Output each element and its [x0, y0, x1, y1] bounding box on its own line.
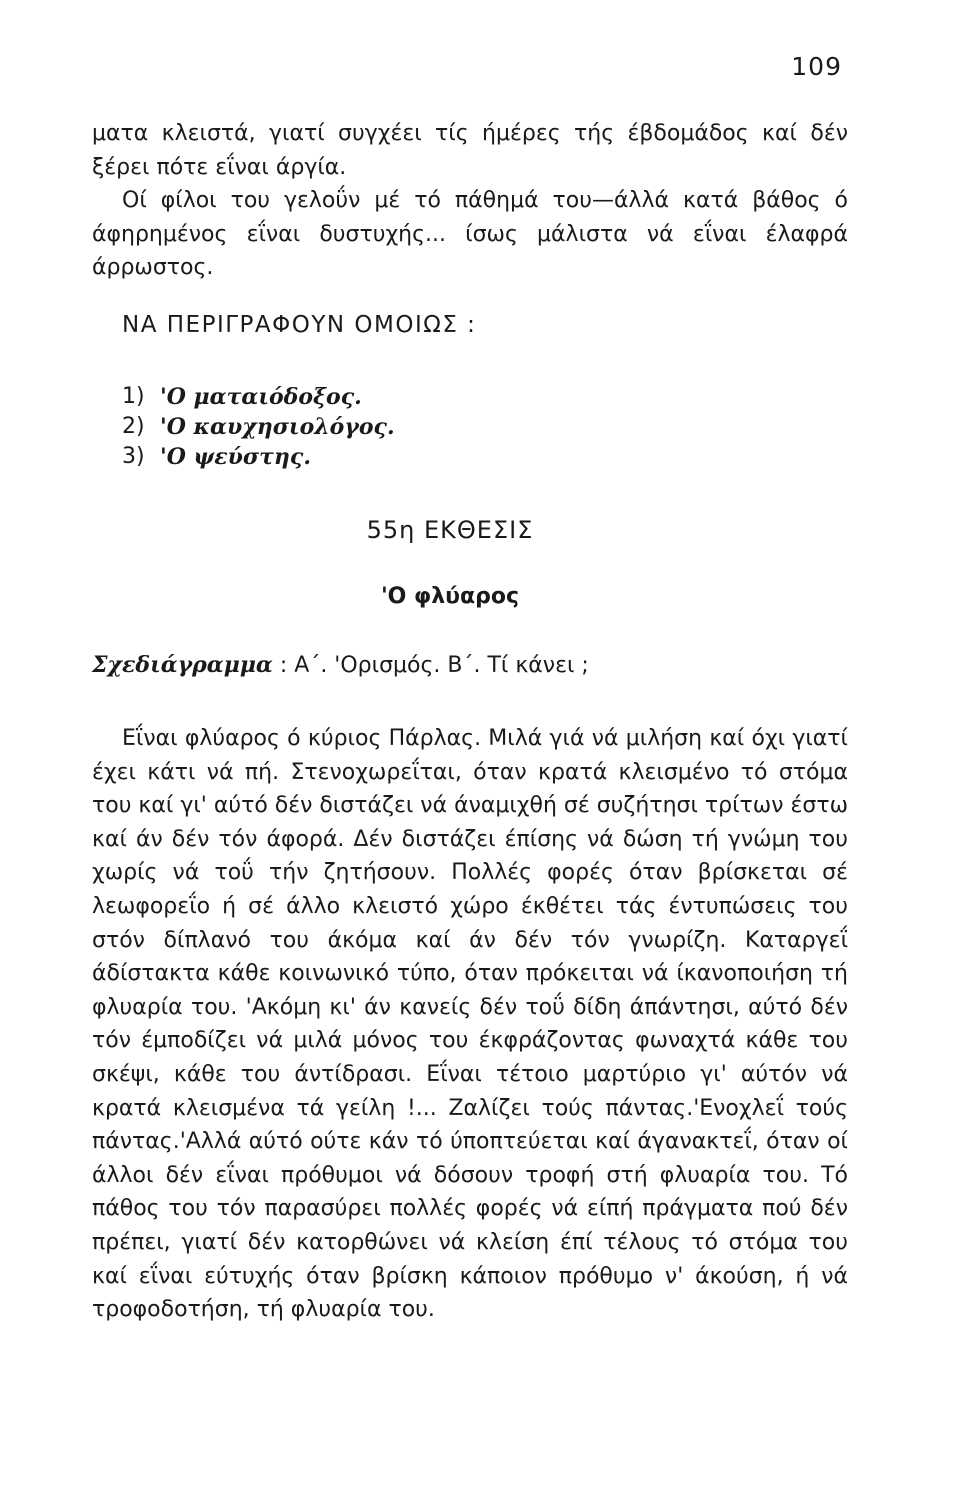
list-item	[122, 442, 395, 472]
list-item-number: 1)	[122, 384, 145, 409]
topic-list	[122, 382, 395, 472]
outline-text: : Α΄. 'Ορισμός. Β΄. Τί κάνει ;	[272, 653, 589, 678]
list-item-text: 'Ο ψεύστης.	[160, 444, 311, 470]
outline-line	[92, 652, 589, 678]
list-item	[122, 382, 395, 412]
subject-title: 'Ο φλύαρος	[380, 584, 520, 609]
list-item-number: 3)	[122, 444, 145, 469]
list-item-text: 'Ο ματαιόδοξος.	[160, 384, 362, 410]
body-paragraph: Εΐναι φλύαρος ό κύριος Πάρλας. Μιλά γιά νά μιλήση καί όχι γιατί έχει κάτι νά πή. Στενοχωρεΐται, όταν κρατά κλεισμένο τό στόμα του καί γι' αύτό δέν διστάζει νά άναμιχθή σέ συζήτησι τρίτων έστω καί άν δέν τόν άφορά. Δέν διστάζει έπίσης νά δώση τή γνώμη του χωρίς νά τοΰ τήν ζητήσουν. Πολλές φορές όταν βρίσκεται σέ λεωφορεΐο ή σέ άλλο κλειστό χώρο έκθέτει τάς έντυπώσεις του στόν δίπλανό του άκόμα καί άν δέν τόν γνωρίζη. Καταργεΐ άδίστακτα κάθε κοινωνικό τύπο, όταν πρόκειται νά ίκανοποιήση τή φλυαρία του. 'Ακόμη κι' άν κανείς δέν τοΰ δίδη άπάντησι, αύτό δέν τόν έμποδίζει νά μιλά μόνος του έκφράζοντας φωναχτά κάθε του σκέψι, κάθε του άντίδρασι. Εΐναι τέτοιο μαρτύριο γι' αύτόν νά κρατά κλεισμένα τά γείλη !... Ζαλίζει τούς πάντας.'Ενοχλεΐ τούς πάντας.'Αλλά αύτό ούτε κάν τό ύποπτεύεται καί άγανακτεΐ, όταν οί άλλοι δέν εΐναι πρόθυμοι νά δόσουν τροφή στή φλυαρία του. Τό πάθος του τόν παρασύρει πολλές φορές νά είπή πράγματα πού δέν πρέπει, γιατί δέν κατορθώνει νά κλείση έπί τέλους τό στόμα του καί εΐναι εύτυχής όταν βρίσκη κάποιον πρόθυμο ν' άκούση, ή νά τροφοδοτήση, τή φλυαρία του.	[92, 726, 849, 1323]
intro-paragraph: ματα κλειστά, γιατί συγχέει τίς ήμέρες τής έβδομάδος καί δέν ξέρει πότε εΐναι άργία.	[92, 121, 848, 180]
list-item-text: 'Ο καυχησιολόγος.	[160, 414, 395, 440]
section-title: 55η ΕΚΘΕΣΙΣ	[366, 516, 534, 544]
list-item	[122, 412, 395, 442]
outline-label: Σχεδιάγραμμα	[92, 652, 273, 678]
describe-heading: ΝΑ ΠΕΡΙΓΡΑΦΟΥΝ ΟΜΟΙΩΣ :	[122, 312, 477, 338]
list-item-number: 2)	[122, 414, 145, 439]
page-number: 109	[791, 52, 842, 81]
second-paragraph: Οί φίλοι του γελοΰν μέ τό πάθημά του—άλλά κατά βάθος ό άφηρημένος εΐναι δυστυχής... ίσως μάλιστα νά εΐναι έλαφρά άρρωστος.	[92, 188, 848, 280]
